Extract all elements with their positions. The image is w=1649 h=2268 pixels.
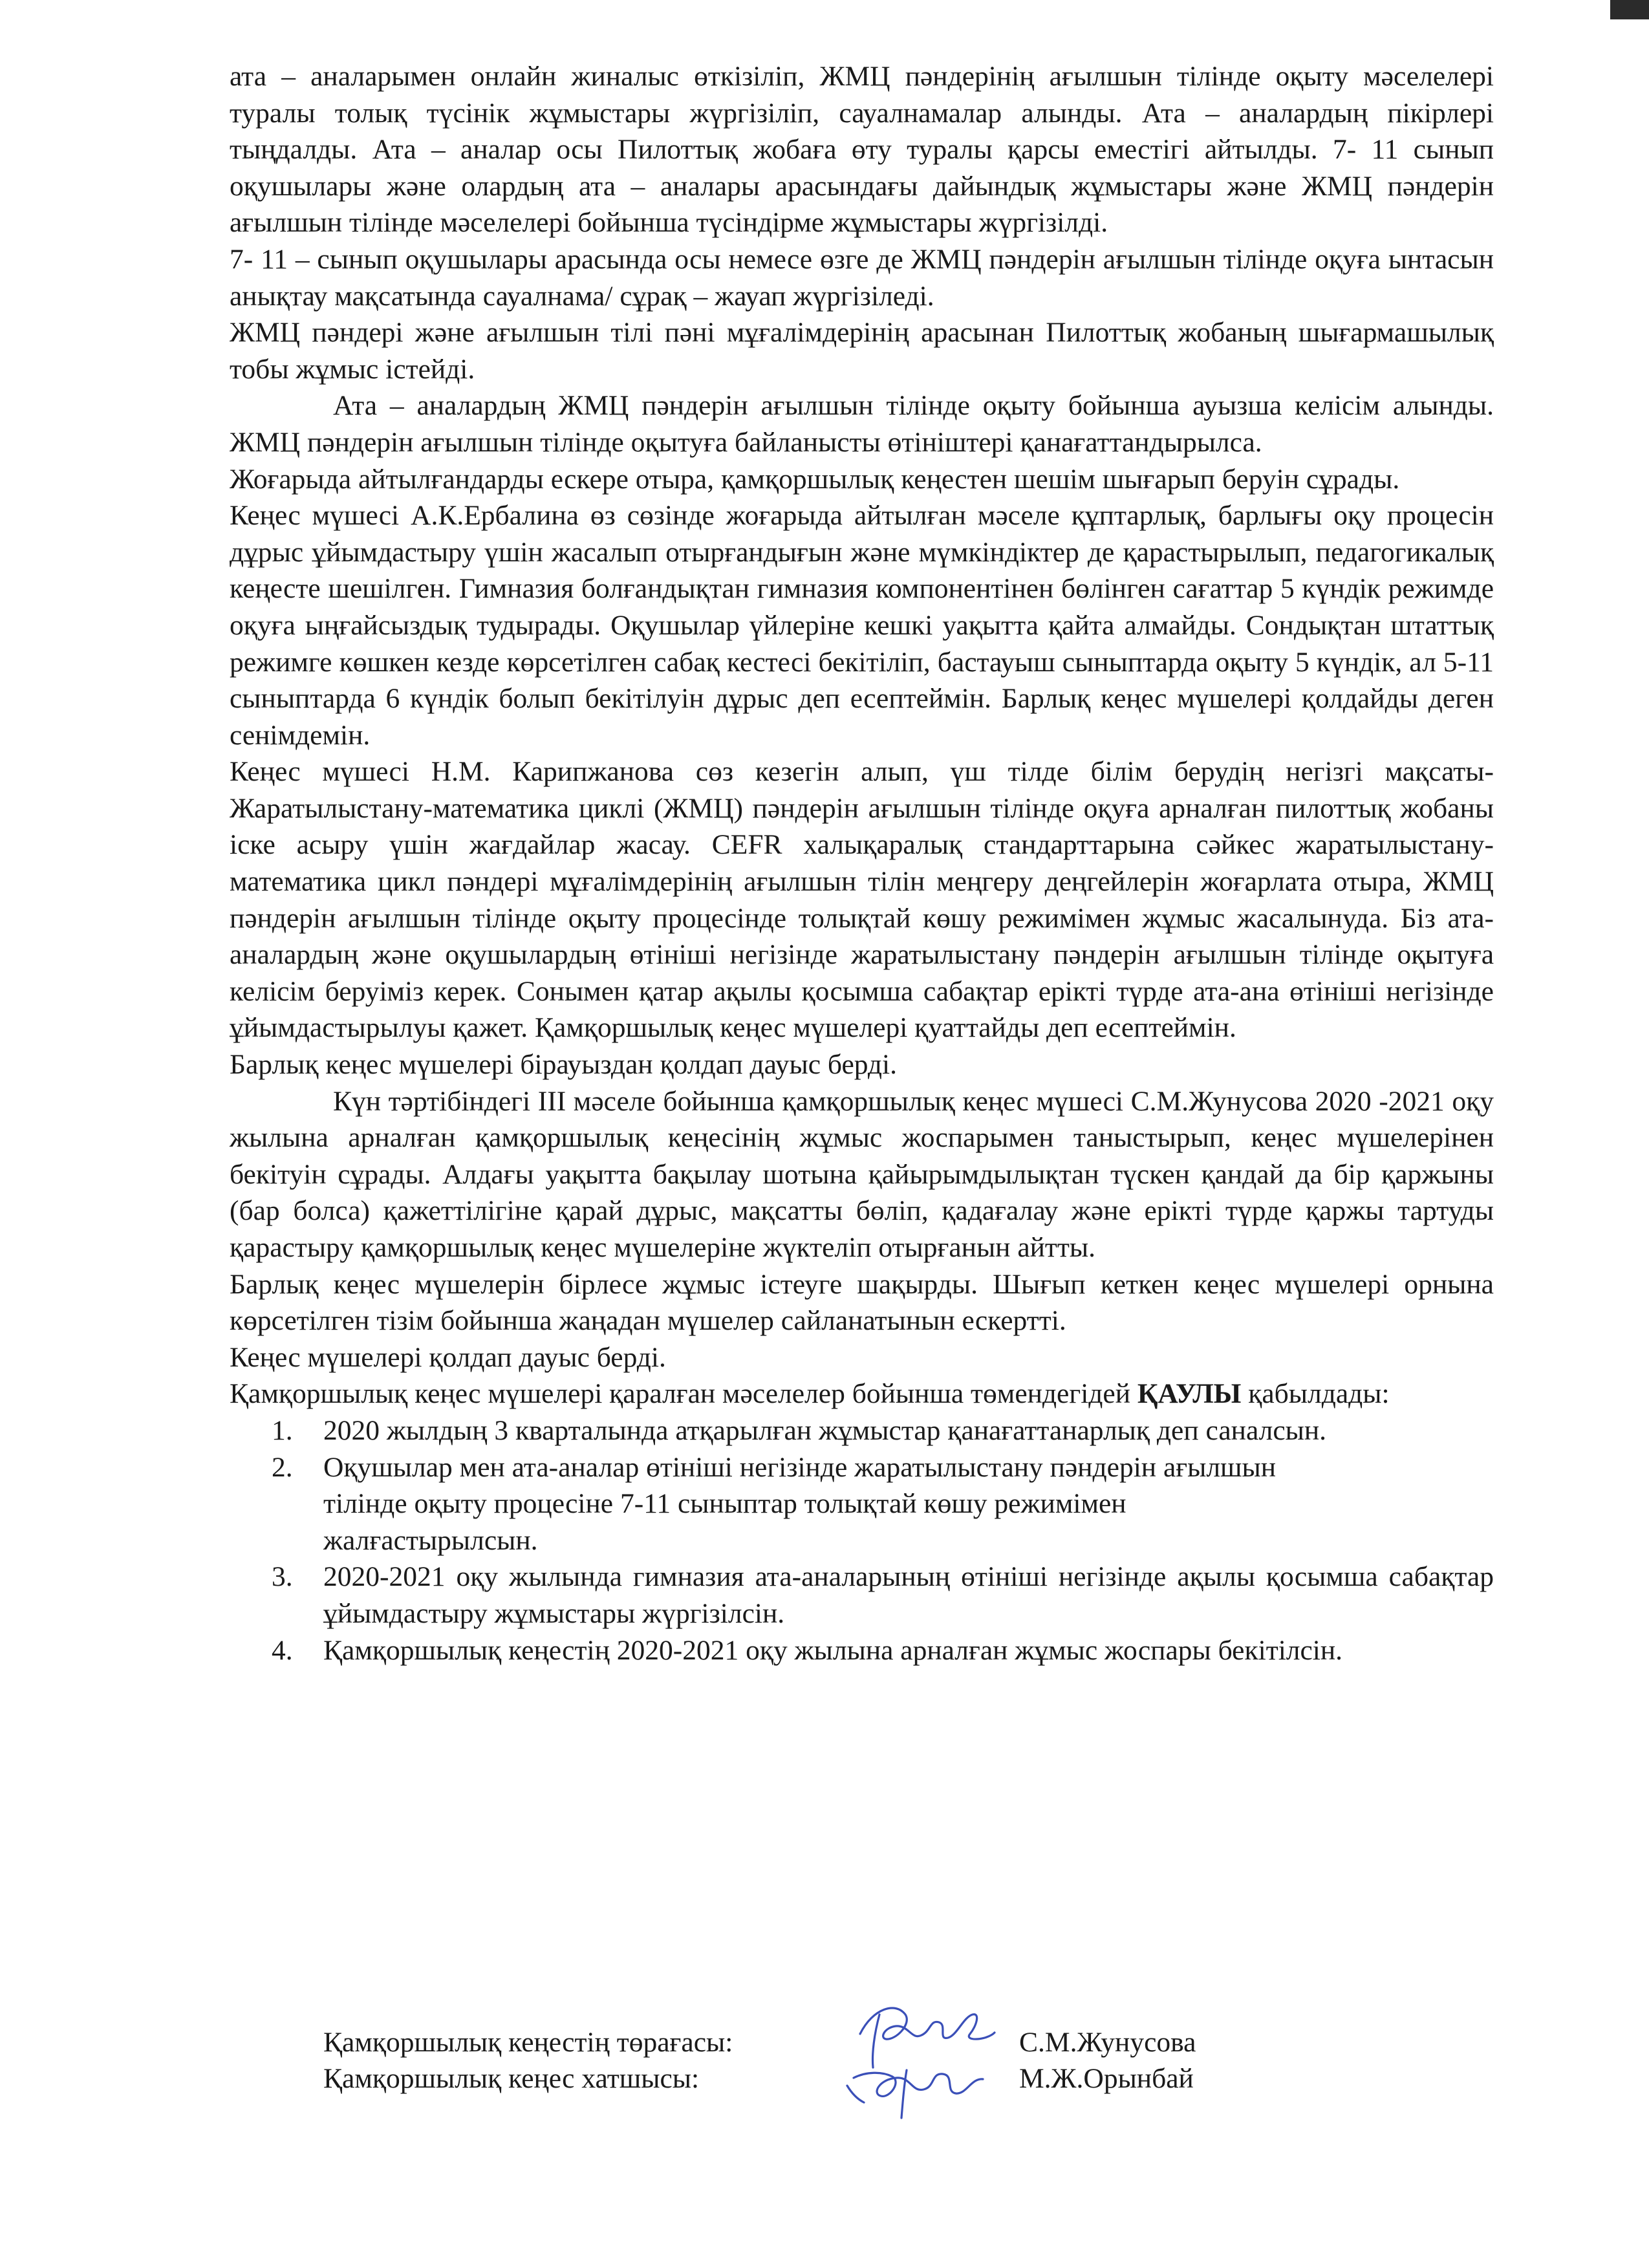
resolution-number: 4. bbox=[272, 1634, 293, 1666]
resolution-text: Оқушылар мен ата-аналар өтініші негізінде жаратылыстану пәндерін ағылшын тілінде оқыту процесіне 7-11 сыныптар толықтай көшу режимімен жалғастырылсын. bbox=[323, 1451, 1277, 1556]
resolution-number: 3. bbox=[272, 1561, 293, 1593]
decision-intro bbox=[230, 1376, 1494, 1412]
paragraph-survey: 7- 11 – сынып оқушылары арасында осы немесе өзге де ЖМЦ пәндерін ағылшын тілінде оқуға ынтасын анықтау мақсатында сауалнама/ сұрақ – жауап жүргізіледі. bbox=[230, 243, 1494, 312]
paragraph-creative-group: ЖМЦ пәндері және ағылшын тілі пәні мұғалімдерінің арасынан Пилоттық жобаның шығармашылық тобы жұмыс істейді. bbox=[230, 317, 1494, 385]
resolutions-list bbox=[230, 1412, 1494, 1669]
paragraph-parents-meeting: ата – аналарымен онлайн жиналыс өткізіліп, ЖМЦ пәндерінің ағылшын тілінде оқыту мәселелері туралы толық түсінік жұмыстары жүргізіліп, сауалнамалар алынды. Ата – аналардың пікірлері тыңдалды. Ата – аналар осы Пилоттық жобаға өту туралы қарсы еместігі айтылды. 7- 11 сынып оқушылары және олардың ата – аналары арасындағы дайындық жұмыстары және ЖМЦ пәндерін ағылшын тілінде мәселелері бойынша түсіндірме жұмыстары жүргізілді. bbox=[230, 61, 1494, 239]
resolution-number: 2. bbox=[272, 1451, 293, 1483]
resolution-text: 2020 жылдың 3 кварталында атқарылған жұмыстар қанағаттанарлық деп саналсын. bbox=[323, 1414, 1327, 1446]
paragraph-unanimous-vote: Барлық кеңес мүшелері бірауыздан қолдап дауыс берді. bbox=[230, 1049, 898, 1081]
paragraph-new-members: Барлық кеңес мүшелерін бірлесе жұмыс істеуге шақырды. Шығып кеткен кеңес мүшелері орнына көрсетілген тізім бойынша жаңадан мүшелер сайланатынын ескертті. bbox=[230, 1268, 1494, 1337]
decision-keyword: ҚАУЛЫ bbox=[1137, 1378, 1242, 1410]
paragraph-work-plan: Күн тәртібіндегі ІІІ мәселе бойынша қамқоршылық кеңес мүшесі С.М.Жунусова 2020 -2021 оқу жылына арналған қамқоршылық кеңесінің жұмыс жоспарымен таныстырып, кеңес мүшелерінен бекітуін сұрады. Алдағы уақытта бақылау шотына қайырымдылықтан түскен қандай да бір қаржыны (бар болса) қажеттілігіне қарай дұрыс, мақсатты бөліп, қадағалау және ерікті түрде қаржы тартуды қарастыру қамқоршылық кеңес мүшелеріне жүктеліп отырғанын айтты. bbox=[230, 1085, 1494, 1263]
paragraph-verbal-consent: Ата – аналардың ЖМЦ пәндерін ағылшын тілінде оқыту бойынша ауызша келісім алынды. ЖМЦ пәндерін ағылшын тілінде оқытуға байланысты өтініштері қанағаттандырылса. bbox=[230, 390, 1494, 458]
signature-row-secretary bbox=[323, 2060, 1293, 2097]
document-body bbox=[230, 58, 1494, 1669]
resolution-item bbox=[272, 1412, 1494, 1449]
secretary-role: Қамқоршылық кеңес хатшысы: bbox=[323, 2063, 700, 2094]
decision-intro-end: қабылдады: bbox=[1241, 1378, 1390, 1410]
decision-intro-text: Қамқоршылық кеңес мүшелері қаралған мәселелер бойынша төмендегідей bbox=[230, 1378, 1137, 1410]
chair-name: С.М.Жунусова bbox=[1019, 2027, 1196, 2058]
paragraph-request-decision: Жоғарыда айтылғандарды ескере отыра, қамқоршылық кеңестен шешім шығарып беруін сұрады. bbox=[230, 463, 1400, 495]
resolution-text: Қамқоршылық кеңестің 2020-2021 оқу жылына арналған жұмыс жоспары бекітілсін. bbox=[323, 1634, 1343, 1666]
resolution-item bbox=[272, 1449, 1494, 1559]
paragraph-erbalina-speech: Кеңес мүшесі А.К.Ербалина өз сөзінде жоғарыда айтылған мәселе құптарлық, барлығы оқу процесін дұрыс ұйымдастыру үшін жасалып отырғандығын және мүмкіндіктер де қарастырылып, педагогикалық кеңесте шешілген. Гимназия болғандықтан гимназия компонентінен бөлінген сағаттар 5 күндік режимде оқуға ыңғайсыздық тудырады. Оқушылар үйлеріне кешкі уақытта қайта алмайды. Сондықтан штаттық режимге көшкен кезде көрсетілген сабақ кестесі бекітіліп, бастауыш сыныптарда оқыту 5 күндік, ал 5-11 сыныптарда 6 күндік болып бекітілуін дұрыс деп есептеймін. Барлық кеңес мүшелері қолдайды деген сенімдемін. bbox=[230, 500, 1494, 751]
resolution-number: 1. bbox=[272, 1414, 293, 1446]
secretary-name: М.Ж.Орынбай bbox=[1019, 2063, 1194, 2094]
resolution-item bbox=[272, 1559, 1494, 1632]
resolution-item bbox=[272, 1632, 1494, 1669]
signature-row-chair bbox=[323, 2024, 1293, 2060]
paragraph-vote: Кеңес мүшелері қолдап дауыс берді. bbox=[230, 1341, 666, 1373]
scan-edge-mark bbox=[1610, 0, 1649, 19]
chair-role: Қамқоршылық кеңестің төрағасы: bbox=[323, 2027, 733, 2058]
signature-block bbox=[323, 2024, 1293, 2097]
paragraph-karipzhanova-speech: Кеңес мүшесі Н.М. Карипжанова сөз кезегін алып, үш тілде білім берудің негізгі мақсаты- Жаратылыстану-математика циклі (ЖМЦ) пәндерін ағылшын тілінде оқуға арналған пилоттық жобаны іске асыру үшін жағдайлар жасау. CEFR халықаралық стандарттарына сәйкес жаратылыстану-математика цикл пәндері мұғалімдерінің ағылшын тілін меңгеру деңгейлерін жоғарлата отыра, ЖМЦ пәндерін ағылшын тілінде оқыту процесінде толықтай көшу режимімен жұмыс жасалынуда. Біз ата-аналардың және оқушылардың өтініші негізінде жаратылыстану пәндерін ағылшын тілінде оқытуға келісім беруіміз керек. Сонымен қатар ақылы қосымша сабақтар ерікті түрде ата-ана өтініші негізінде ұйымдастырылуы қажет. Қамқоршылық кеңес мүшелері қуаттайды деп есептеймін. bbox=[230, 756, 1494, 1044]
resolution-text: 2020-2021 оқу жылында гимназия ата-аналарының өтініші негізінде ақылы қосымша сабақтар ұйымдастыру жұмыстары жүргізілсін. bbox=[323, 1561, 1494, 1629]
